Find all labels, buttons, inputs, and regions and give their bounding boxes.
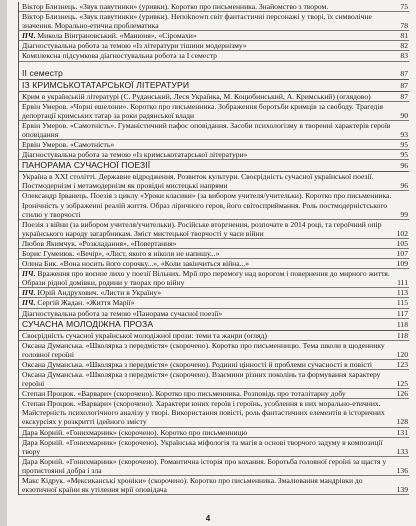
toc-entry — [19, 428, 409, 438]
toc-entry-page: 126 — [396, 389, 408, 399]
toc-entry-page: 109 — [396, 259, 408, 269]
toc-entry-title — [22, 319, 392, 330]
toc-entry-page: 83 — [400, 51, 408, 61]
toc-entry — [19, 51, 409, 61]
extra-reading-marker: ПЧ. — [22, 269, 36, 279]
toc-entry — [19, 2, 409, 12]
toc-entry-text: Степан Процюк. «Варвари» (скорочено). Коротко про письменника. Розповідь про тоталітарну добу — [22, 389, 346, 399]
toc-entry-title — [22, 428, 392, 437]
toc-entry-title — [22, 476, 392, 494]
toc-entry — [19, 259, 409, 269]
toc-entry-page: 118 — [396, 330, 408, 340]
toc-entry — [19, 172, 409, 191]
toc-entry-title — [22, 191, 392, 218]
toc-entry-text: Діагностувальна робота за темою «Із кримськотатарської літератури» — [22, 150, 248, 160]
toc-entry-text: Любов Якимчук. «Розкладання», «Повертання» — [22, 238, 177, 248]
toc-entry-text: Сергій Жадан. «Життя Марії» — [35, 298, 135, 308]
toc-entry-title — [22, 331, 392, 340]
toc-entry-page: 117 — [396, 308, 408, 318]
toc-entry — [19, 309, 409, 319]
toc-entry-page: 75 — [400, 2, 408, 11]
toc-entry-page: 113 — [396, 288, 408, 298]
toc-entry-page: 87 — [400, 91, 408, 101]
toc-entry-page: 81 — [400, 31, 408, 41]
toc-entry — [19, 249, 409, 259]
toc-entry — [19, 31, 409, 41]
toc-entry-text: Юрій Андрухович. «Листи в Україну» — [35, 288, 162, 298]
toc-entry-text: Віктор Близнець. «Звук павутинки» (уривки). Коротко про письменника. Знайомство з твором. — [22, 2, 329, 11]
toc-entry-text: Враження про воєнне лихо у поезії Вільних. Мрії про перемогу над ворогом і повернення до мирного життя. Образи рідної домівки, родини у творах про війну — [22, 269, 390, 288]
toc-entry-text: Крим в українській літературі (С. Руданський, Леся Українка, М. Коцюбинський, А. Кримський) (оглядово) — [22, 91, 371, 101]
toc-entry-text: Діагностувальна робота за темою «Із літератури тішини модернізму» — [22, 41, 247, 51]
page-margin-strip — [0, 0, 7, 526]
toc-entry-title — [22, 172, 392, 190]
section-heading — [19, 160, 409, 172]
toc-entry-text: Борис Гуменюк. «Вечір», «Лист, якого я ніколи не напишу...» — [22, 248, 220, 258]
toc-entry-page: 105 — [396, 238, 408, 248]
toc-entry — [19, 288, 409, 298]
section-heading — [19, 319, 409, 331]
toc-entry-title — [22, 12, 392, 30]
toc-entry — [19, 457, 409, 476]
toc-entry-text: Ервін Умеров. «Чорні ешелони». Коротко про письменника. Зображення боротьби кримців за свободу. Трагедія депортації кримських татар за роки радянської влади — [22, 101, 383, 120]
toc-entry — [19, 220, 409, 239]
toc-entry-text: Діагностувальна робота за темою «Панорама сучасної поезії» — [22, 308, 223, 318]
toc-entry-text: Своєрідність сучасної української молодіжної прози: теми та жанри (огляд) — [22, 330, 267, 340]
toc-entry-page: 139 — [396, 485, 408, 495]
toc-entry-title — [22, 288, 392, 297]
toc-entry-page: 125 — [396, 379, 408, 389]
toc-entry-title — [22, 438, 392, 456]
toc-entry-page: 78 — [400, 21, 408, 31]
toc-entry-title — [22, 31, 392, 40]
toc-entry — [19, 389, 409, 399]
toc-entry-text: Оксана Думанська. «Школярка з передмістя» (скорочено). Коротко про письменницю. Тема школи в щоденнику головної героїні — [22, 340, 385, 359]
toc-entry — [19, 121, 409, 140]
toc-entry-title — [22, 68, 392, 79]
toc-entry-text: Олександр Ірванець. Поезія з циклу «Уроки класики» (за вибором учителя/учительки). Коротко про письменника. Іронічність у зображенні реалій життя. Образ ліричного героя, його світосприймання. Роль постмодерністського стилю у творчості — [22, 191, 392, 219]
toc-entry — [19, 102, 409, 121]
toc-entry — [19, 476, 409, 495]
toc-entry-text: Віктор Близнець. «Звук павутинки» (уривки). Непоknown світ фантастичні персонажі у творі, їх символічне значення. Морально-етична проблематика — [22, 12, 372, 31]
toc-entry-title — [22, 102, 392, 120]
page-number: 4 — [205, 514, 211, 523]
toc-entry-title — [22, 121, 392, 139]
toc-entry-page: 107 — [396, 248, 408, 258]
toc-entry-title — [22, 80, 392, 91]
toc-entry-text: ПАНОРАМА СУЧАСНОЇ ПОЕЗІЇ — [22, 160, 151, 171]
toc-entry-page: 90 — [400, 110, 408, 120]
toc-entry-text: Дара Корній. «Гонихмарник» (скорочено). Романтична історія про кохання. Боротьба головної героїні за щастя у протистоянні добра і зла — [22, 456, 387, 475]
section-heading — [19, 68, 409, 80]
toc-entry-title — [22, 389, 392, 398]
toc-entry-text: Україна в XXI столітті. Державне відродження. Розвиток культури. Своєрідність сучасної української поезії. Постмодернізм і метамодернізм як провідні мистецькі напрями — [22, 172, 374, 191]
toc-entry-text: II семестр — [22, 67, 63, 78]
toc-entry-title — [22, 150, 392, 159]
toc-entry-page: 87 — [400, 80, 408, 90]
toc-entry-text: Микола Вінграновський. «Манюня», «Сіромахи» — [35, 31, 197, 41]
toc-entry — [19, 41, 409, 51]
toc-entry-title — [22, 399, 392, 426]
table-of-contents — [18, 2, 409, 495]
toc-entry-text: Оксана Думанська. «Школярка з передмістя» (скорочено). Родинні цінності й проблеми сучасності в повісті — [22, 359, 372, 369]
toc-entry-text: СУЧАСНА МОЛОДІЖНА ПРОЗА — [22, 318, 154, 329]
toc-entry — [19, 239, 409, 249]
extra-reading-marker: ПЧ. — [22, 31, 36, 41]
toc-entry — [19, 360, 409, 370]
extra-reading-marker: ПЧ. — [22, 298, 36, 308]
toc-entry-title — [22, 160, 392, 171]
toc-entry-title — [22, 309, 392, 318]
toc-entry-page: 115 — [396, 298, 408, 308]
toc-entry-title — [22, 360, 392, 369]
toc-entry-title — [22, 249, 392, 258]
toc-entry-text: Оксана Думанська. «Школярка з передмістя» (скорочено). Взаємини різних поколінь та формування характеру героїні — [22, 370, 381, 389]
toc-entry-page: 123 — [396, 359, 408, 369]
toc-entry-text: Ервін Умеров. «Самотність» — [22, 140, 115, 150]
toc-entry-title — [22, 220, 392, 238]
toc-entry-title — [22, 457, 392, 475]
toc-entry-title — [22, 2, 392, 11]
toc-entry-page: 136 — [396, 465, 408, 475]
toc-entry — [19, 370, 409, 389]
toc-entry-page: 131 — [396, 427, 408, 437]
toc-entry — [19, 150, 409, 160]
toc-entry-page: 120 — [396, 349, 408, 359]
toc-entry — [19, 399, 409, 427]
toc-entry-title — [22, 259, 392, 268]
toc-entry-text: Макс Кідрук. «Мексиканські хроніки» (скорочено). Коротко про письменника. Змалювання мандрівки до екзотичної країни як утілення мрії оповідача — [22, 476, 363, 495]
toc-entry-page: 111 — [397, 278, 408, 288]
toc-entry-title — [22, 51, 392, 60]
toc-entry-text: Олена Бик. «Вона носить його сорочку...», «Коли закінчиться війна...» — [22, 259, 250, 269]
toc-entry-title — [22, 140, 392, 149]
toc-entry — [19, 92, 409, 102]
toc-entry-title — [22, 92, 392, 101]
toc-entry — [19, 438, 409, 457]
toc-entry — [19, 298, 409, 308]
toc-entry-text: Комплексна підсумкова діагностувальна робота за І семестр — [22, 51, 217, 61]
toc-entry — [19, 140, 409, 150]
toc-entry-text: Дара Корній. «Гонихмарник» (скорочено). Коротко про письменницю — [22, 427, 248, 437]
toc-entry-page: 82 — [400, 41, 408, 51]
toc-entry-page: 95 — [400, 150, 408, 160]
extra-reading-marker: ПЧ. — [22, 288, 36, 298]
toc-entry-page: 133 — [396, 446, 408, 456]
toc-entry — [19, 269, 409, 288]
toc-entry — [19, 341, 409, 360]
section-heading — [19, 80, 409, 92]
toc-entry-page: 96 — [400, 181, 408, 191]
toc-entry-text: Ервін Умеров. «Самотність». Гуманістичний пафос оповідання. Засоби психологізму в творенні характерів героїв оповідання — [22, 120, 391, 139]
toc-entry-page: 93 — [400, 129, 408, 139]
toc-entry-text: Дара Корній. «Гонихмарник» (скорочено). Українська міфологія та магія в основі творчого задуму в композиції твору — [22, 437, 383, 456]
toc-entry-page: 118 — [396, 319, 408, 329]
toc-entry-page: 95 — [400, 140, 408, 150]
toc-entry-page: 99 — [400, 209, 408, 219]
toc-entry-title — [22, 239, 392, 248]
toc-entry-page: 102 — [396, 228, 408, 238]
toc-entry-title — [22, 269, 392, 287]
toc-entry — [19, 191, 409, 219]
toc-entry-title — [22, 298, 392, 307]
toc-entry-page: 87 — [400, 68, 408, 78]
toc-entry-text: Степан Процюк. «Варвари» (скорочено). Характери юних героїв і героїнь, усоблення в них морально-етичних. Майстерність психологічного аналізу у творі. Використання повісті, роль фантастичних елементів в історичних екскурсіях у розкритті ідейного змісту — [22, 399, 385, 427]
toc-entry — [19, 12, 409, 31]
toc-entry-text: ІЗ КРИМСЬКОТАТАРСЬКОЇ ЛІТЕРАТУРИ — [22, 79, 190, 90]
toc-entry-text: Поезія з війни (за вибором учителя/учительки). Російське вторгнення, розпочате в 2014 році, та героїчний опір українського народу загарбникам. Зміст мистецької творчості у часи війни — [22, 219, 382, 238]
toc-entry-page: 128 — [396, 417, 408, 427]
toc-entry-page: 96 — [400, 161, 408, 171]
toc-entry-title — [22, 341, 392, 359]
toc-entry — [19, 331, 409, 341]
toc-entry-title — [22, 41, 392, 50]
toc-entry-title — [22, 370, 392, 388]
